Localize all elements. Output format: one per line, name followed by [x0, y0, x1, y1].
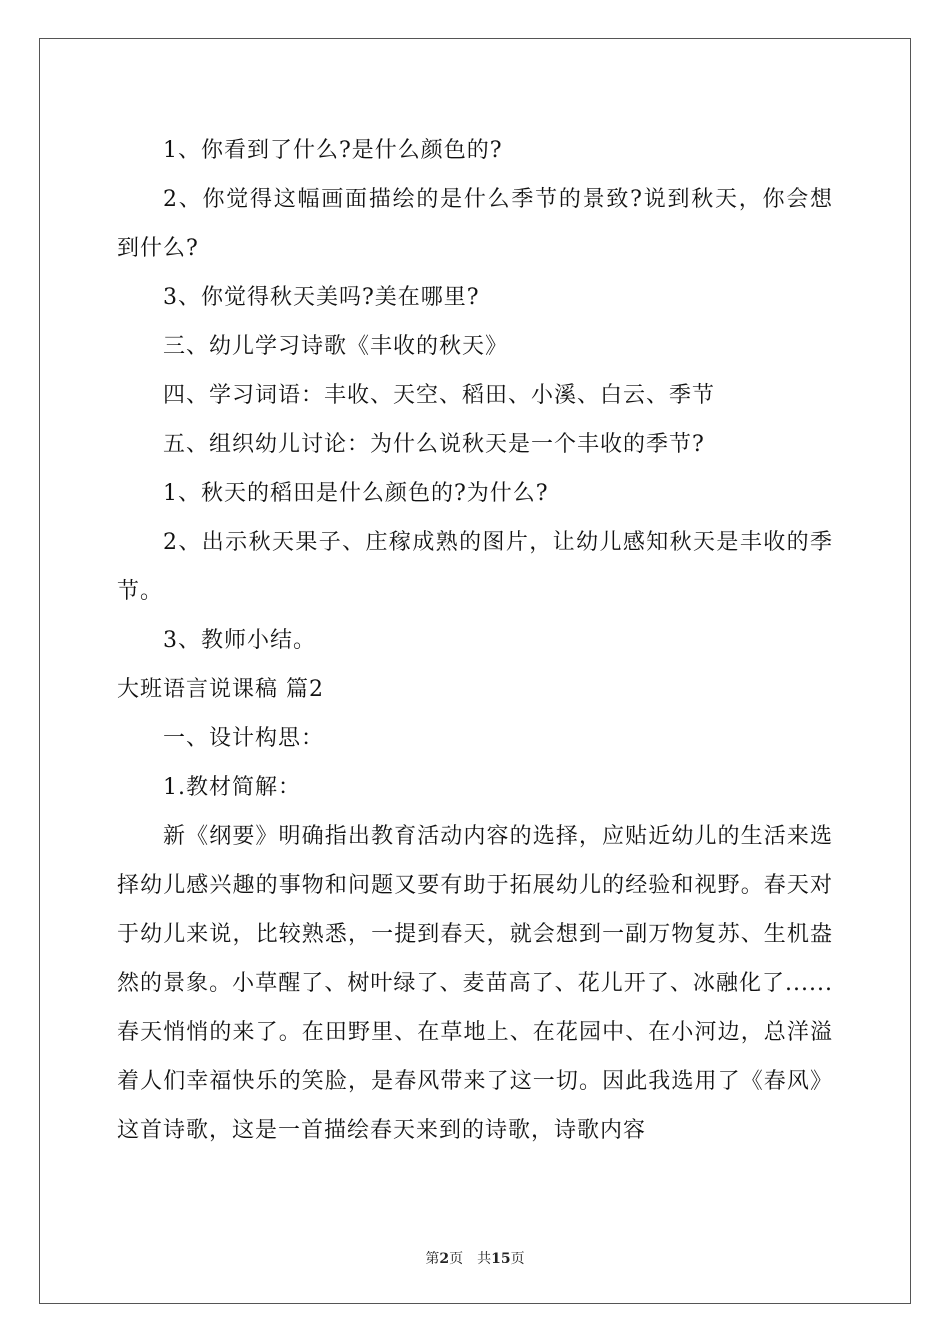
paragraph: 四、学习词语：丰收、天空、稻田、小溪、白云、季节 — [163, 383, 716, 408]
document-body — [117, 126, 833, 1155]
paragraph: 三、幼儿学习诗歌《丰收的秋天》 — [163, 334, 509, 359]
footer-page-prefix: 第 — [425, 1251, 440, 1267]
paragraph: 1.教材简解： — [163, 775, 301, 800]
page-footer — [0, 1248, 950, 1268]
paragraph: 新《纲要》明确指出教育活动内容的选择，应贴近幼儿的生活来选择幼儿感兴趣的事物和问题又要有助于拓展幼儿的经验和视野。春天对于幼儿来说，比较熟悉，一提到春天，就会想到一副万物复苏、生机盎然的景象。小草醒了、树叶绿了、麦苗高了、花儿开了、冰融化了......春天悄悄的来了。在田野里、在草地上、在花园中、在小河边，总洋溢着人们幸福快乐的笑脸，是春风带来了这一切。因此我选用了《春风》这首诗歌，这是一首描绘春天来到的诗歌，诗歌内容 — [117, 824, 833, 1143]
footer-total-pages: 15 — [491, 1251, 511, 1267]
paragraph: 一、设计构思： — [163, 726, 325, 751]
paragraph: 1、你看到了什么?是什么颜色的? — [163, 138, 503, 163]
section-heading: 大班语言说课稿 篇2 — [117, 677, 324, 702]
paragraph: 2、出示秋天果子、庄稼成熟的图片，让幼儿感知秋天是丰收的季节。 — [117, 530, 833, 604]
footer-page-number: 2 — [439, 1251, 450, 1267]
paragraph: 3、你觉得秋天美吗?美在哪里? — [163, 285, 480, 310]
footer-total-suffix: 页 — [510, 1251, 525, 1267]
paragraph: 2、你觉得这幅画面描绘的是什么季节的景致?说到秋天，你会想到什么? — [117, 187, 833, 261]
footer-total-prefix: 共 — [477, 1251, 492, 1267]
paragraph: 3、教师小结。 — [163, 628, 316, 653]
paragraph: 1、秋天的稻田是什么颜色的?为什么? — [163, 481, 549, 506]
paragraph: 五、组织幼儿讨论：为什么说秋天是一个丰收的季节? — [163, 432, 705, 457]
footer-page-suffix: 页 — [449, 1251, 464, 1267]
